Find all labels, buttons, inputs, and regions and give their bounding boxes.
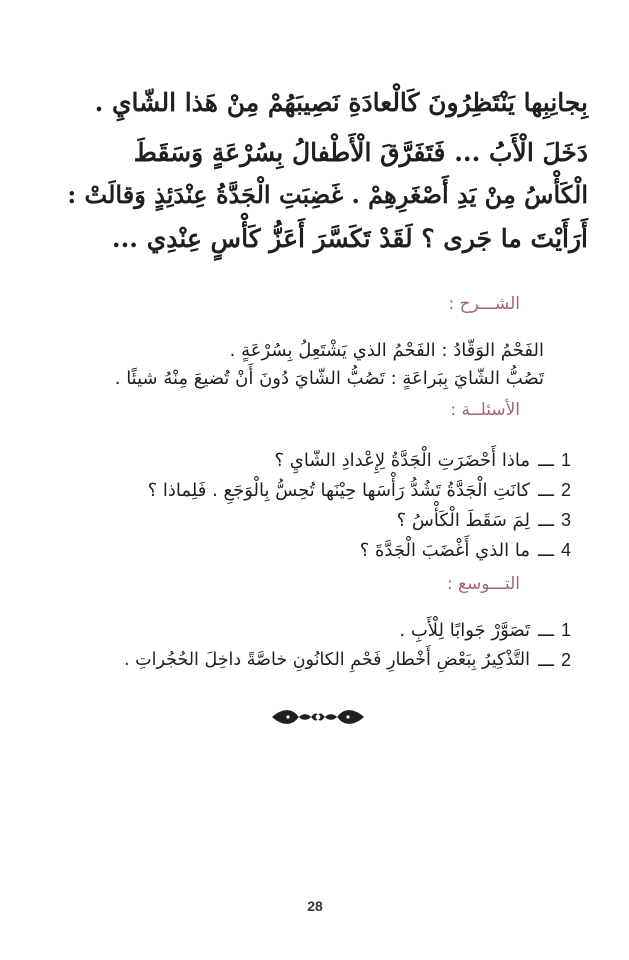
expansion-item xyxy=(120,650,574,678)
question-text: لِمَ سَقَطَ الْكَأْسُ ؟ xyxy=(396,510,530,531)
expansion-text: التَّذْكِيرُ بِبَعْضِ أَخْطارِ فَحْمِ الكانُونِ خاصَّةً داخِلَ الحُجُراتِ . xyxy=(123,650,530,670)
story-line-4: أَرَأَيْتَ ما جَرى ؟ لَقَدْ تَكَسَّرَ أَعَزُّ كَأْسٍ عِنْدِي ... xyxy=(111,224,588,253)
expansion-item xyxy=(120,620,574,648)
story-line-1: بِجانِبِها يَنْتَظِرُونَ كَالْعادَةِ نَصِيبَهُمْ مِنْ هَذا الشّايِ . xyxy=(94,88,588,117)
list-dash: ـــ xyxy=(538,540,554,560)
question-number: 1 xyxy=(560,450,571,470)
story-line-3: الْكَأْسُ مِنْ يَدِ أَصْغَرِهِمْ . غَضِبَتِ الْجَدَّةُ عِنْدَئِذٍ وَقالَتْ : xyxy=(67,180,588,209)
gloss-item: الفَحْمُ الوَقّادُ : الفَحْمُ الذي يَشْتَعِلُ بِسُرْعَةٍ . xyxy=(229,340,544,361)
question-item xyxy=(120,540,574,568)
expansion-number: 1 xyxy=(560,620,571,640)
page-number: 28 xyxy=(307,898,323,914)
question-text: ما الذي أَغْضَبَ الْجَدَّةَ ؟ xyxy=(359,540,530,561)
question-item xyxy=(120,450,574,478)
decorative-flourish-icon xyxy=(268,706,368,728)
list-dash: ـــ xyxy=(538,510,554,530)
expansion-number: 2 xyxy=(560,650,571,670)
question-text: ماذا أَحْضَرَتِ الْجَدَّةُ لِإِعْدادِ الشّايِ ؟ xyxy=(274,450,530,471)
question-number: 3 xyxy=(560,510,571,530)
list-dash: ـــ xyxy=(538,480,554,500)
story-line-2: دَخَلَ الْأَبُ ... فَتَفَرَّقَ الْأَطْفالُ بِسُرْعَةٍ وَسَقَطَ xyxy=(133,138,588,167)
expansion-text: تَصَوَّرْ جَوابًا لِلْأَبِ . xyxy=(399,620,530,641)
explanation-heading: الشـــرح : xyxy=(448,294,520,314)
question-number: 2 xyxy=(560,480,571,500)
question-item xyxy=(120,480,574,508)
questions-heading: الأسئلــة : xyxy=(450,400,520,420)
question-item xyxy=(120,510,574,538)
gloss-item: تَصُبُّ الشّايَ بِبَراعَةٍ : تَصُبُّ الشّايَ دُونَ أَنْ تُضيعَ مِنْهُ شيئًا . xyxy=(114,368,544,389)
expansion-heading: التـــوسع : xyxy=(446,574,520,594)
question-number: 4 xyxy=(560,540,571,560)
question-text: كانَتِ الْجَدَّةُ تَشُدُّ رَأْسَها حِيْنَها تُحِسُّ بِالْوَجَعِ . فَلِماذا ؟ xyxy=(147,480,530,501)
list-dash: ـــ xyxy=(538,650,554,670)
list-dash: ـــ xyxy=(538,620,554,640)
list-dash: ـــ xyxy=(538,450,554,470)
